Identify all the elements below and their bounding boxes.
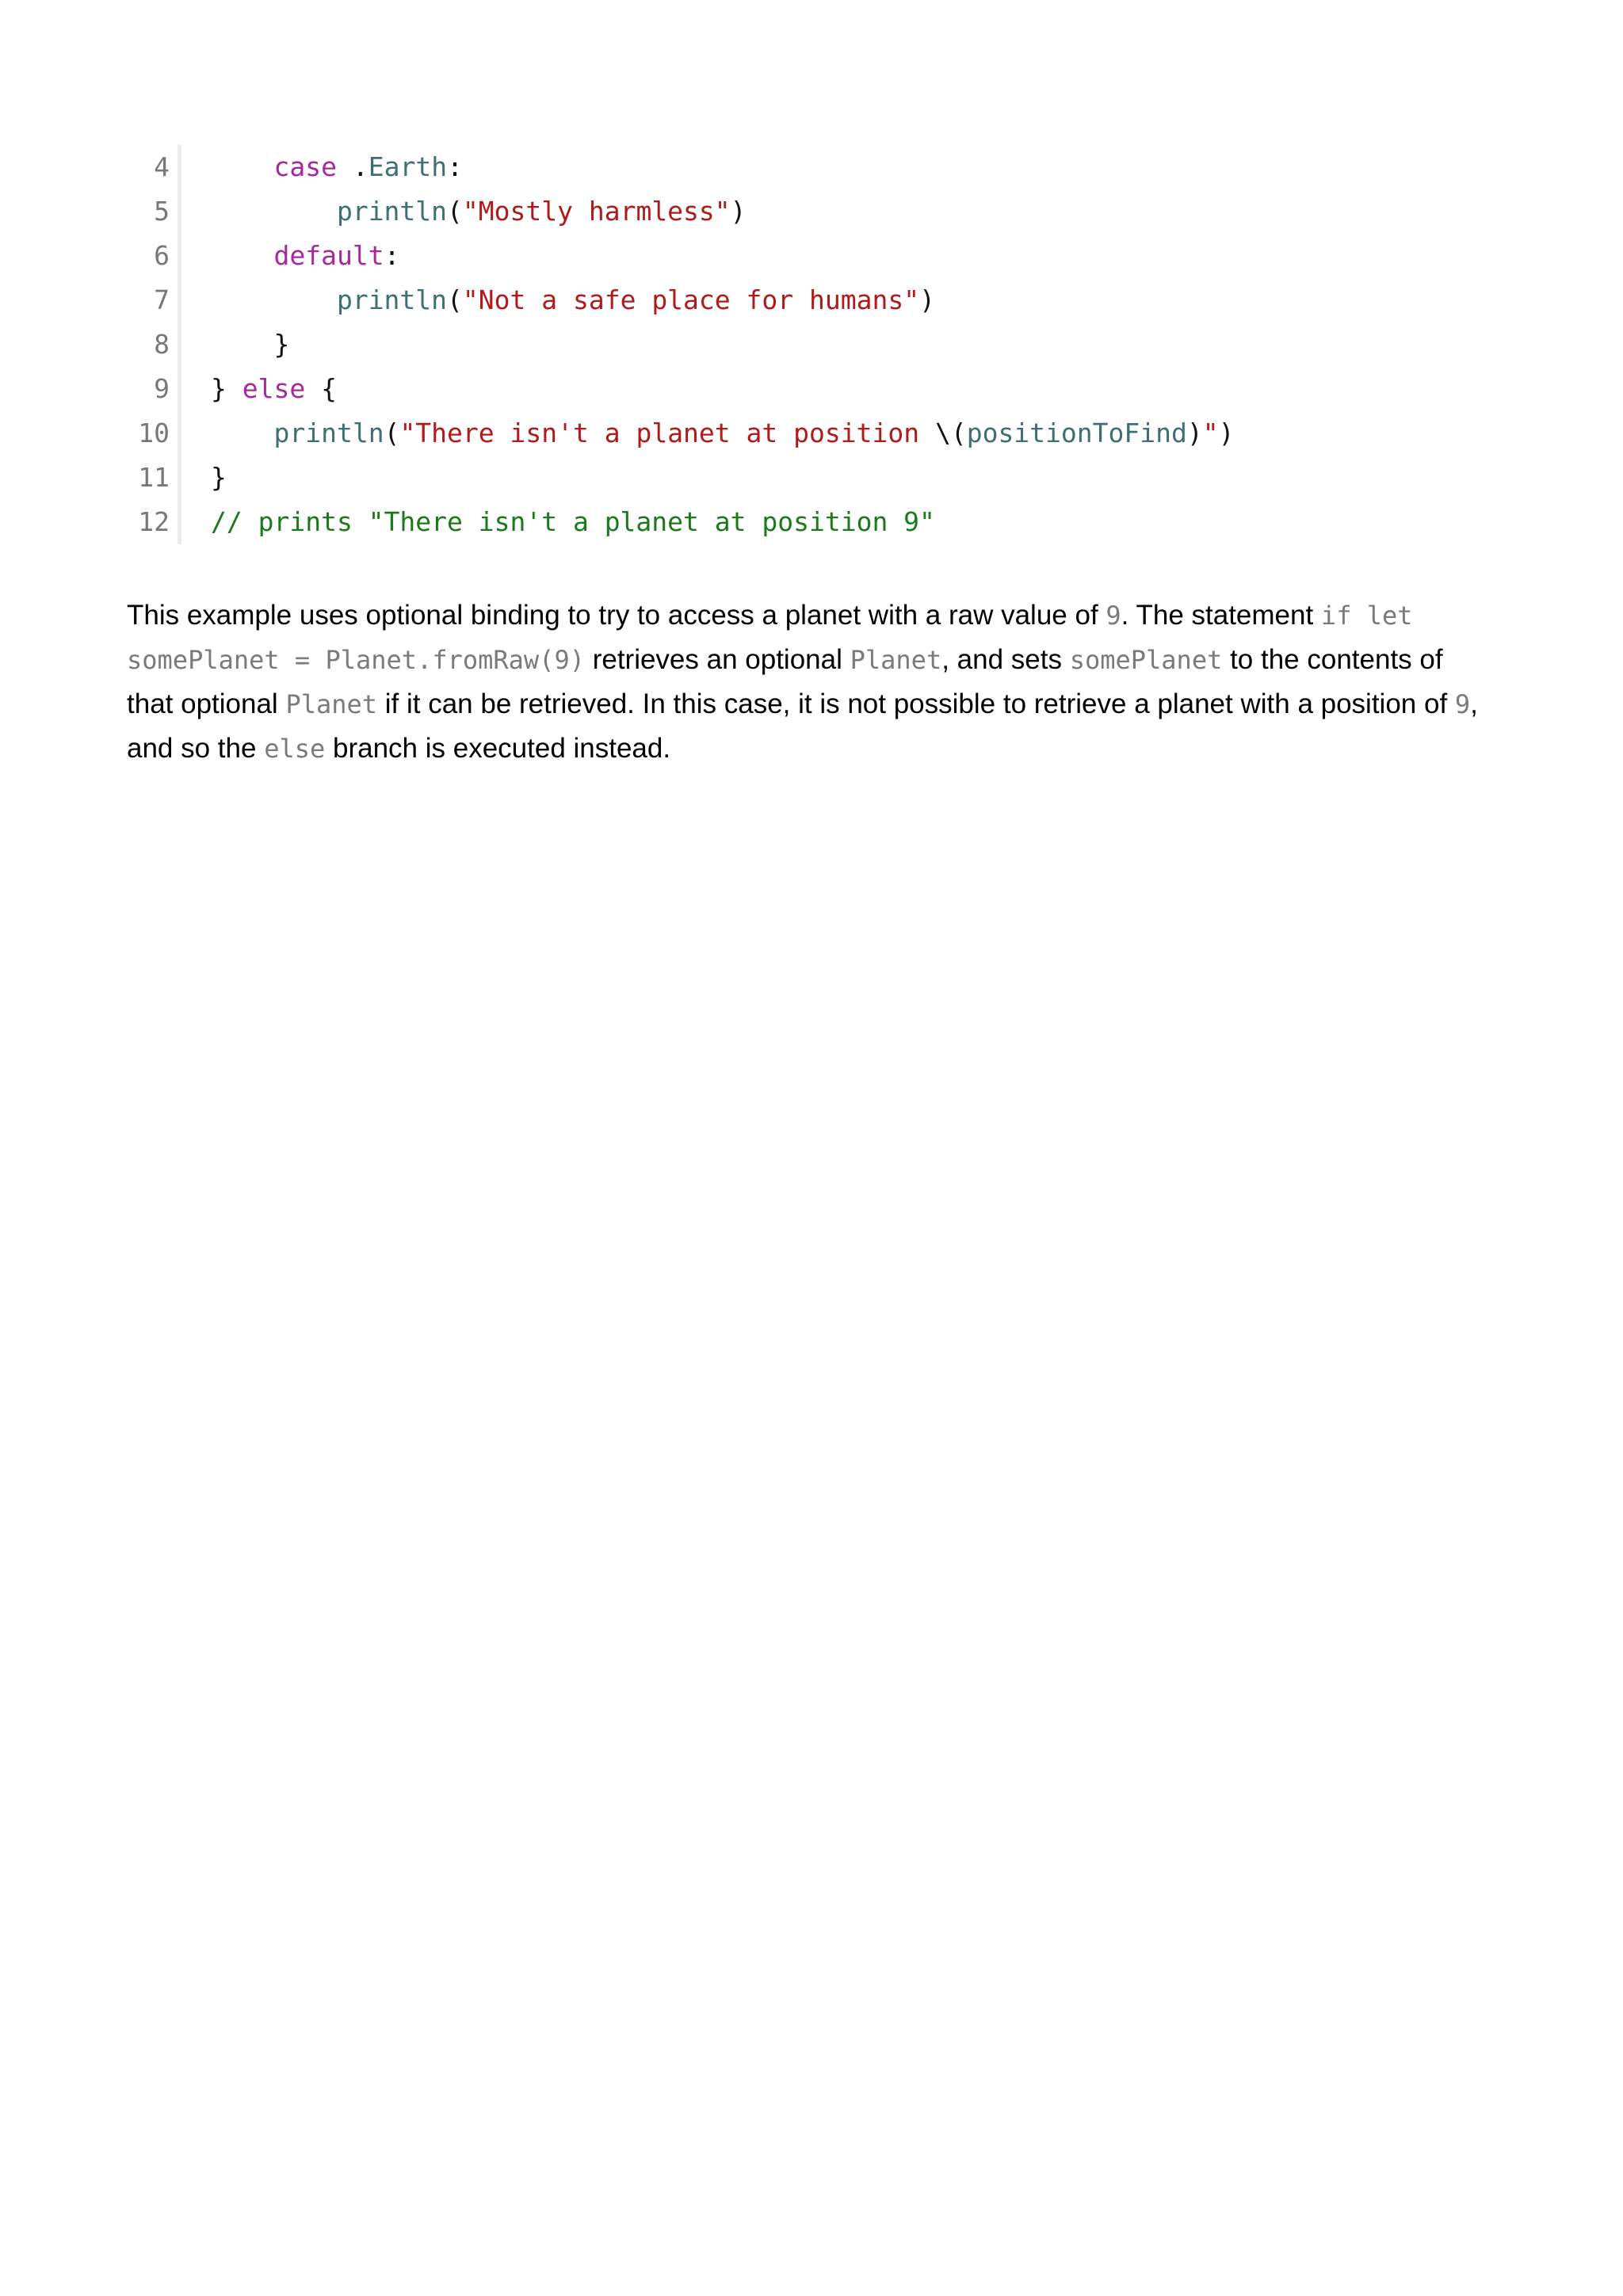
inline-code: Planet <box>850 645 942 675</box>
code-token: println <box>336 284 448 315</box>
code-token: "There isn't a planet at position <box>399 418 935 448</box>
paragraph-text: This example uses optional binding to try to access a planet with a raw value of <box>127 600 1106 631</box>
code-token: . <box>336 151 369 182</box>
code-token: ( <box>447 196 463 227</box>
code-line <box>127 234 1474 278</box>
line-number: 11 <box>127 456 181 500</box>
code-token: ( <box>447 284 463 315</box>
inline-code: somePlanet <box>1069 645 1223 675</box>
code-token: positionToFind <box>966 418 1187 448</box>
code-token: " <box>1202 418 1219 448</box>
paragraph-text: to the contents of that optional <box>127 644 1443 719</box>
code-token <box>211 284 337 315</box>
inline-code: Planet <box>285 689 378 719</box>
code-token: default <box>273 240 384 271</box>
code-text <box>181 411 1234 456</box>
code-token: { <box>305 373 337 404</box>
inline-code: 9 <box>1106 601 1121 631</box>
code-token: "Not a safe place for humans" <box>462 284 920 315</box>
line-number: 6 <box>127 234 181 278</box>
code-token: ( <box>384 418 400 448</box>
code-token <box>211 418 273 448</box>
inline-code: else <box>264 734 326 764</box>
line-number: 5 <box>127 189 181 234</box>
paragraph-text: . The statement <box>1121 600 1321 631</box>
code-token: // prints "There isn't a planet at position 9" <box>211 506 935 537</box>
paragraph-text: , and so the <box>127 688 1478 764</box>
code-token: } <box>211 329 290 360</box>
code-line <box>127 145 1474 189</box>
paragraph-text: , and sets <box>941 644 1070 675</box>
code-token: \( <box>934 418 967 448</box>
code-token: ) <box>730 196 747 227</box>
code-token: ) <box>1186 418 1203 448</box>
code-text <box>181 189 747 234</box>
paragraph-text: if it can be retrieved. In this case, it is not possible to retrieve a planet with a position of <box>377 688 1455 719</box>
inline-code: if let somePlanet = Planet.fromRaw(9) <box>127 601 1413 675</box>
code-text <box>181 278 935 322</box>
inline-code: 9 <box>1454 689 1471 719</box>
code-text <box>181 456 227 500</box>
code-text <box>181 234 399 278</box>
code-token: ) <box>919 284 935 315</box>
code-text <box>181 145 463 189</box>
code-line <box>127 411 1474 456</box>
line-number: 10 <box>127 411 181 456</box>
code-line <box>127 456 1474 500</box>
code-token: : <box>384 240 400 271</box>
code-line <box>127 367 1474 411</box>
line-number: 7 <box>127 278 181 322</box>
code-token: Earth <box>368 151 448 182</box>
code-token: case <box>273 151 337 182</box>
explanation-paragraph <box>127 593 1490 771</box>
code-line <box>127 500 1474 544</box>
code-line <box>127 322 1474 367</box>
line-number: 4 <box>127 145 181 189</box>
code-token <box>211 196 337 227</box>
code-token: println <box>273 418 384 448</box>
code-token <box>211 240 273 271</box>
line-number: 12 <box>127 500 181 544</box>
code-line <box>127 278 1474 322</box>
code-block <box>127 145 1474 544</box>
code-text <box>181 367 337 411</box>
paragraph-text: branch is executed instead. <box>325 733 671 764</box>
code-text <box>181 500 935 544</box>
line-number: 9 <box>127 367 181 411</box>
code-token: : <box>447 151 463 182</box>
code-token <box>211 151 273 182</box>
code-text <box>181 322 289 367</box>
code-token: } <box>211 462 227 493</box>
code-token: ) <box>1218 418 1235 448</box>
code-token: else <box>242 373 306 404</box>
line-number: 8 <box>127 322 181 367</box>
code-token: } <box>211 373 242 404</box>
code-token: println <box>336 196 448 227</box>
code-line <box>127 189 1474 234</box>
code-token: "Mostly harmless" <box>462 196 731 227</box>
paragraph-text: retrieves an optional <box>584 644 850 675</box>
